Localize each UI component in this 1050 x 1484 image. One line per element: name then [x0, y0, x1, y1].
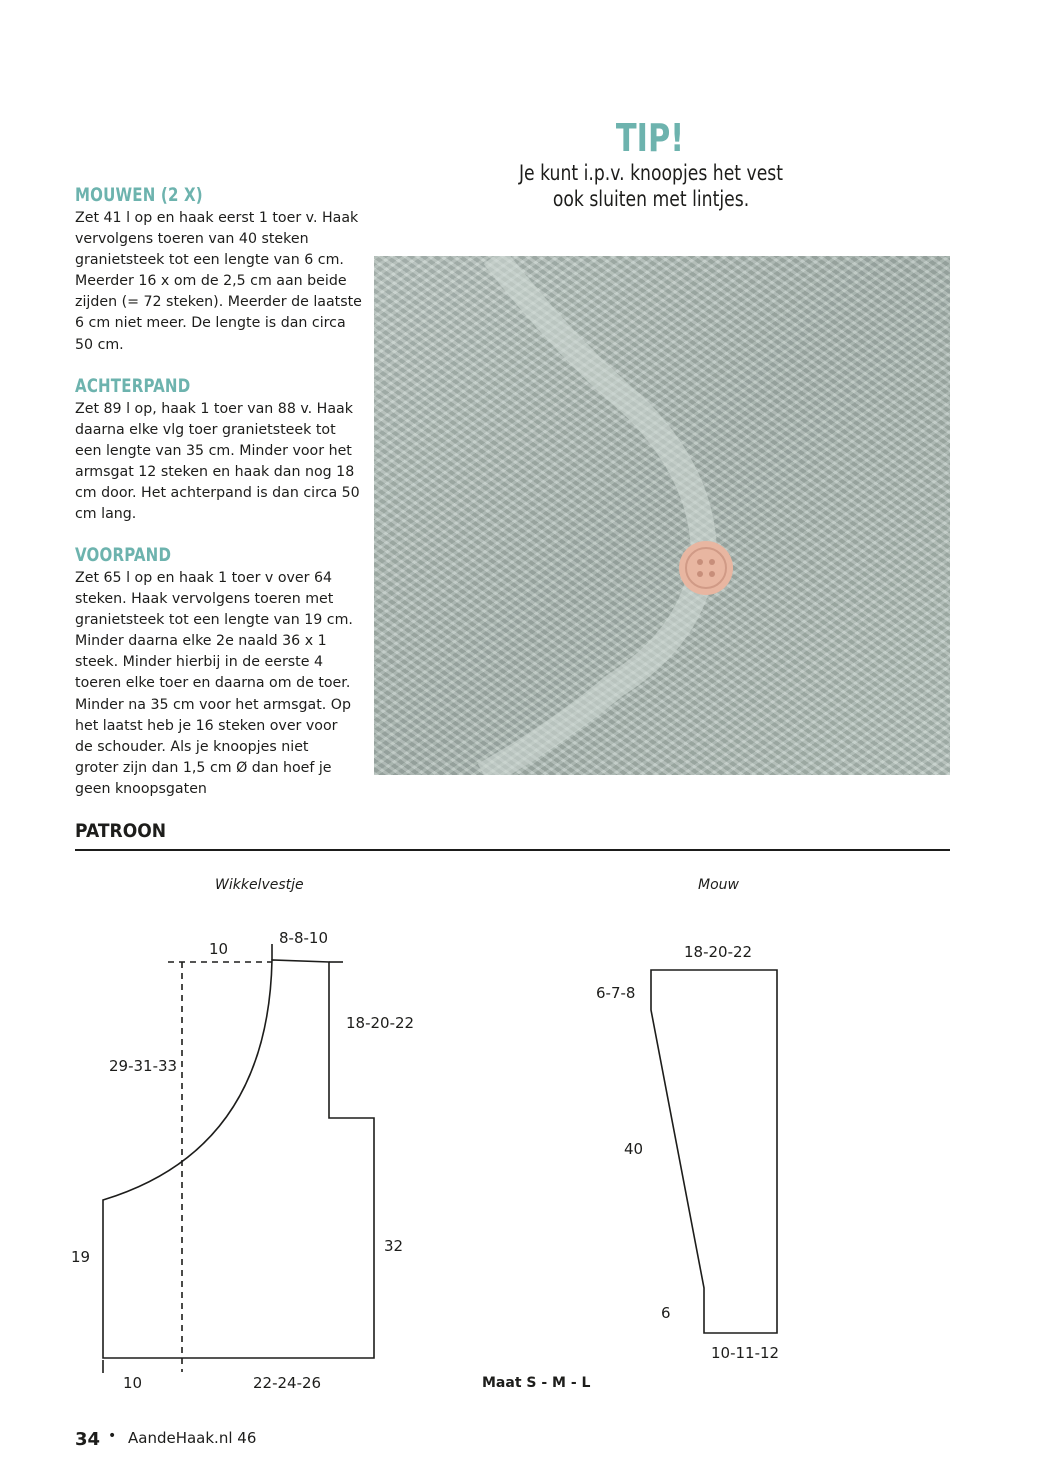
label-right: 32 [384, 1237, 404, 1255]
section-body-voorpand: Zet 65 l op en haak 1 toer v over 64 steken. Haak vervolgens toeren met granietsteek tot een lengte van 19 cm. Minder daarna elke 2e naald 36 x 1 steek. Minder hierbij in de eerste 4 toeren elke toer en daarna om de toer. Minder na 35 cm voor het armsgat. Op het laatst heb je 16 steken over voor de schouder. Als je knoopjes niet groter zijn dan 1,5 cm Ø dan hoef je geen knoopsgaten [75, 570, 353, 797]
pattern-heading: PATROON [75, 820, 167, 842]
section-heading-achterpand: ACHTERPAND [75, 375, 191, 397]
sleeve-label-side: 40 [624, 1140, 644, 1158]
page-number: 34 [75, 1429, 101, 1450]
size-legend: Maat S - M - L [482, 1375, 591, 1391]
section-body-mouwen: Zet 41 l op en haak eerst 1 toer v. Haak vervolgens toeren van 40 steken granietsteek tot een lengte van 6 cm. Meerder 16 x om de 2,5 cm aan beide zijden (= 72 steken). Meerder de laatste 6 cm niet meer. De lengte is dan circa 50 cm. [75, 210, 362, 353]
label-bottom-left: 10 [123, 1374, 143, 1392]
tip-text: Je kunt i.p.v. knoopjes het vest ook sluiten met lintjes. [518, 161, 784, 211]
vest-title: Wikkelvestje [215, 877, 304, 893]
sleeve-outline [651, 970, 777, 1333]
vest-outline [103, 960, 374, 1358]
section-body-achterpand: Zet 89 l op, haak 1 toer van 88 v. Haak daarna elke vlg toer granietsteek tot een lengte van 35 cm. Minder voor het armsgat 12 steken en haak dan nog 18 cm door. Het achterpand is dan circa 50 cm lang. [75, 401, 360, 523]
footer-bullet: • [108, 1428, 117, 1444]
section-heading-mouwen: MOUWEN (2 X) [75, 184, 203, 206]
label-top-left: 10 [209, 940, 229, 958]
tip-title: TIP! [615, 116, 685, 160]
footer-source: AandeHaak.nl 46 [128, 1429, 257, 1447]
label-armhole: 18-20-22 [346, 1014, 415, 1032]
sleeve-label-top-left: 6-7-8 [596, 984, 636, 1002]
label-neck: 29-31-33 [109, 1057, 178, 1075]
sleeve-label-cuff: 6 [661, 1304, 671, 1322]
label-left: 19 [71, 1248, 91, 1266]
label-shoulder: 8-8-10 [279, 929, 328, 947]
label-bottom: 22-24-26 [253, 1374, 322, 1392]
sleeve-label-top: 18-20-22 [684, 943, 753, 961]
section-heading-voorpand: VOORPAND [75, 544, 172, 566]
sleeve-title: Mouw [698, 877, 739, 893]
sleeve-label-bottom: 10-11-12 [711, 1344, 780, 1362]
